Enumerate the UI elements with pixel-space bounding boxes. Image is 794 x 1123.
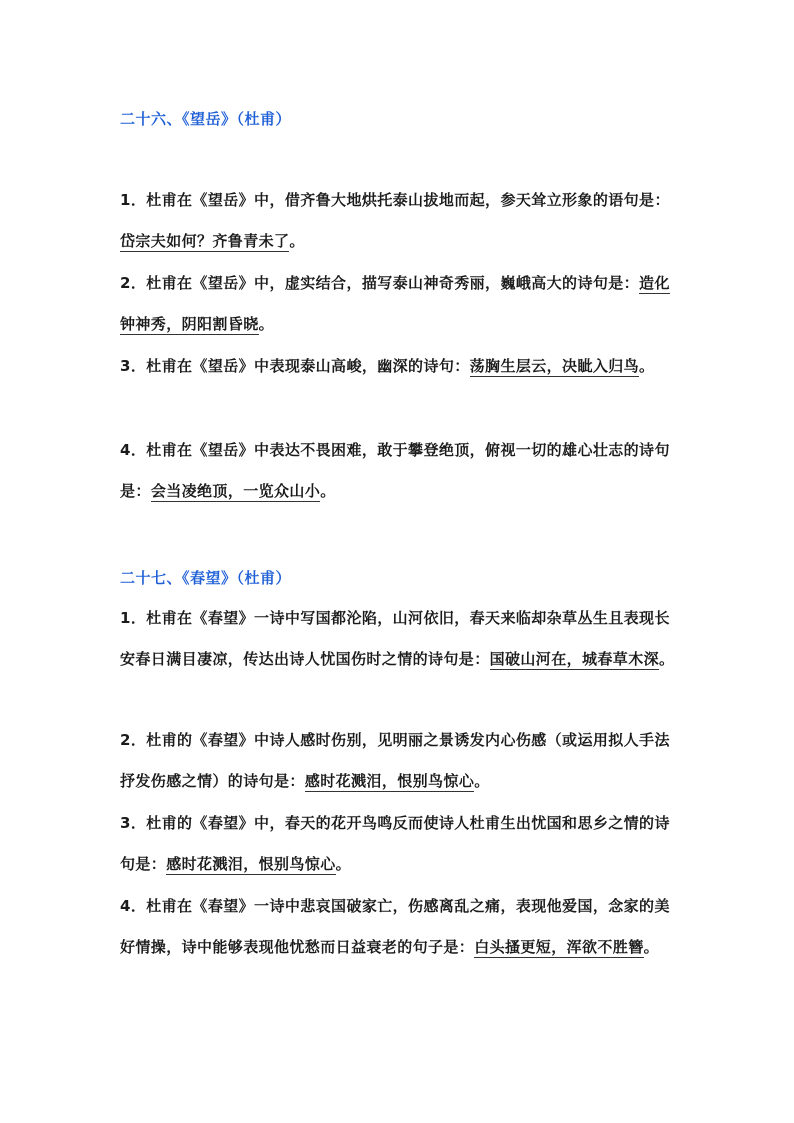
question-item bbox=[120, 263, 680, 345]
question-text: 3．杜甫的《春望》中，春天的花开鸟鸣反而使诗人杜甫生出忧国和思乡之情的诗句是： bbox=[120, 814, 670, 873]
question-item bbox=[120, 803, 680, 885]
question-item bbox=[120, 720, 680, 802]
answer-text: 白头搔更短，浑欲不胜簪 bbox=[474, 938, 644, 956]
question-text: 1．杜甫在《春望》一诗中写国都沦陷，山河依旧，春天来临却杂草丛生且表现长安春日满目凄凉，传达出诗人忧国伤时之情的诗句是： bbox=[120, 609, 670, 668]
question-text: 4．杜甫在《春望》一诗中悲哀国破家亡，伤感离乱之痛，表现他爱国，念家的美好情操，诗中能够表现他忧愁而日益衰老的句子是： bbox=[120, 897, 670, 956]
answer-suffix: 。 bbox=[659, 650, 675, 668]
answer-suffix: 。 bbox=[320, 482, 336, 500]
question-item bbox=[120, 430, 680, 512]
answer-text: 感时花溅泪，恨别鸟惊心 bbox=[304, 772, 475, 790]
answer-suffix: 。 bbox=[474, 772, 490, 790]
answer-suffix: 。 bbox=[643, 938, 660, 956]
answer-text: 岱宗夫如何？齐鲁青未了 bbox=[120, 232, 290, 250]
question-text: 2．杜甫在《望岳》中，虚实结合，描写泰山神奇秀丽，巍峨高大的诗句是： bbox=[120, 274, 640, 292]
question-text: 3．杜甫在《望岳》中表现泰山高峻，幽深的诗句： bbox=[120, 357, 470, 375]
answer-text: 会当凌绝顶，一览众山小 bbox=[150, 482, 321, 500]
answer-suffix: 。 bbox=[335, 855, 352, 873]
question-item bbox=[120, 598, 680, 680]
answer-text: 造化钟神秀，阴阳割昏晓 bbox=[120, 274, 670, 333]
question-text: 4．杜甫在《望岳》中表达不畏困难，敢于攀登绝顶，俯视一切的雄心壮志的诗句是： bbox=[120, 441, 670, 500]
question-item bbox=[120, 886, 680, 968]
answer-suffix: 。 bbox=[639, 357, 655, 375]
section-heading-chunwang: 二十七、《春望》（杜甫） bbox=[120, 569, 292, 587]
section-heading-wangyue: 二十六、《望岳》（杜甫） bbox=[120, 110, 292, 128]
answer-suffix: 。 bbox=[289, 232, 305, 250]
question-item bbox=[120, 346, 680, 387]
answer-text: 国破山河在，城春草木深 bbox=[489, 650, 660, 668]
answer-text: 荡胸生层云，决眦入归鸟 bbox=[469, 357, 640, 375]
answer-suffix: 。 bbox=[258, 315, 275, 333]
question-item bbox=[120, 180, 680, 262]
question-text: 2．杜甫的《春望》中诗人感时伤别，见明丽之景诱发内心伤感（或运用拟人手法抒发伤感之情）的诗句是： bbox=[120, 731, 670, 790]
question-text: 1．杜甫在《望岳》中，借齐鲁大地烘托泰山拔地而起，参天耸立形象的语句是： bbox=[120, 191, 670, 209]
answer-text: 感时花溅泪，恨别鸟惊心 bbox=[166, 855, 336, 873]
